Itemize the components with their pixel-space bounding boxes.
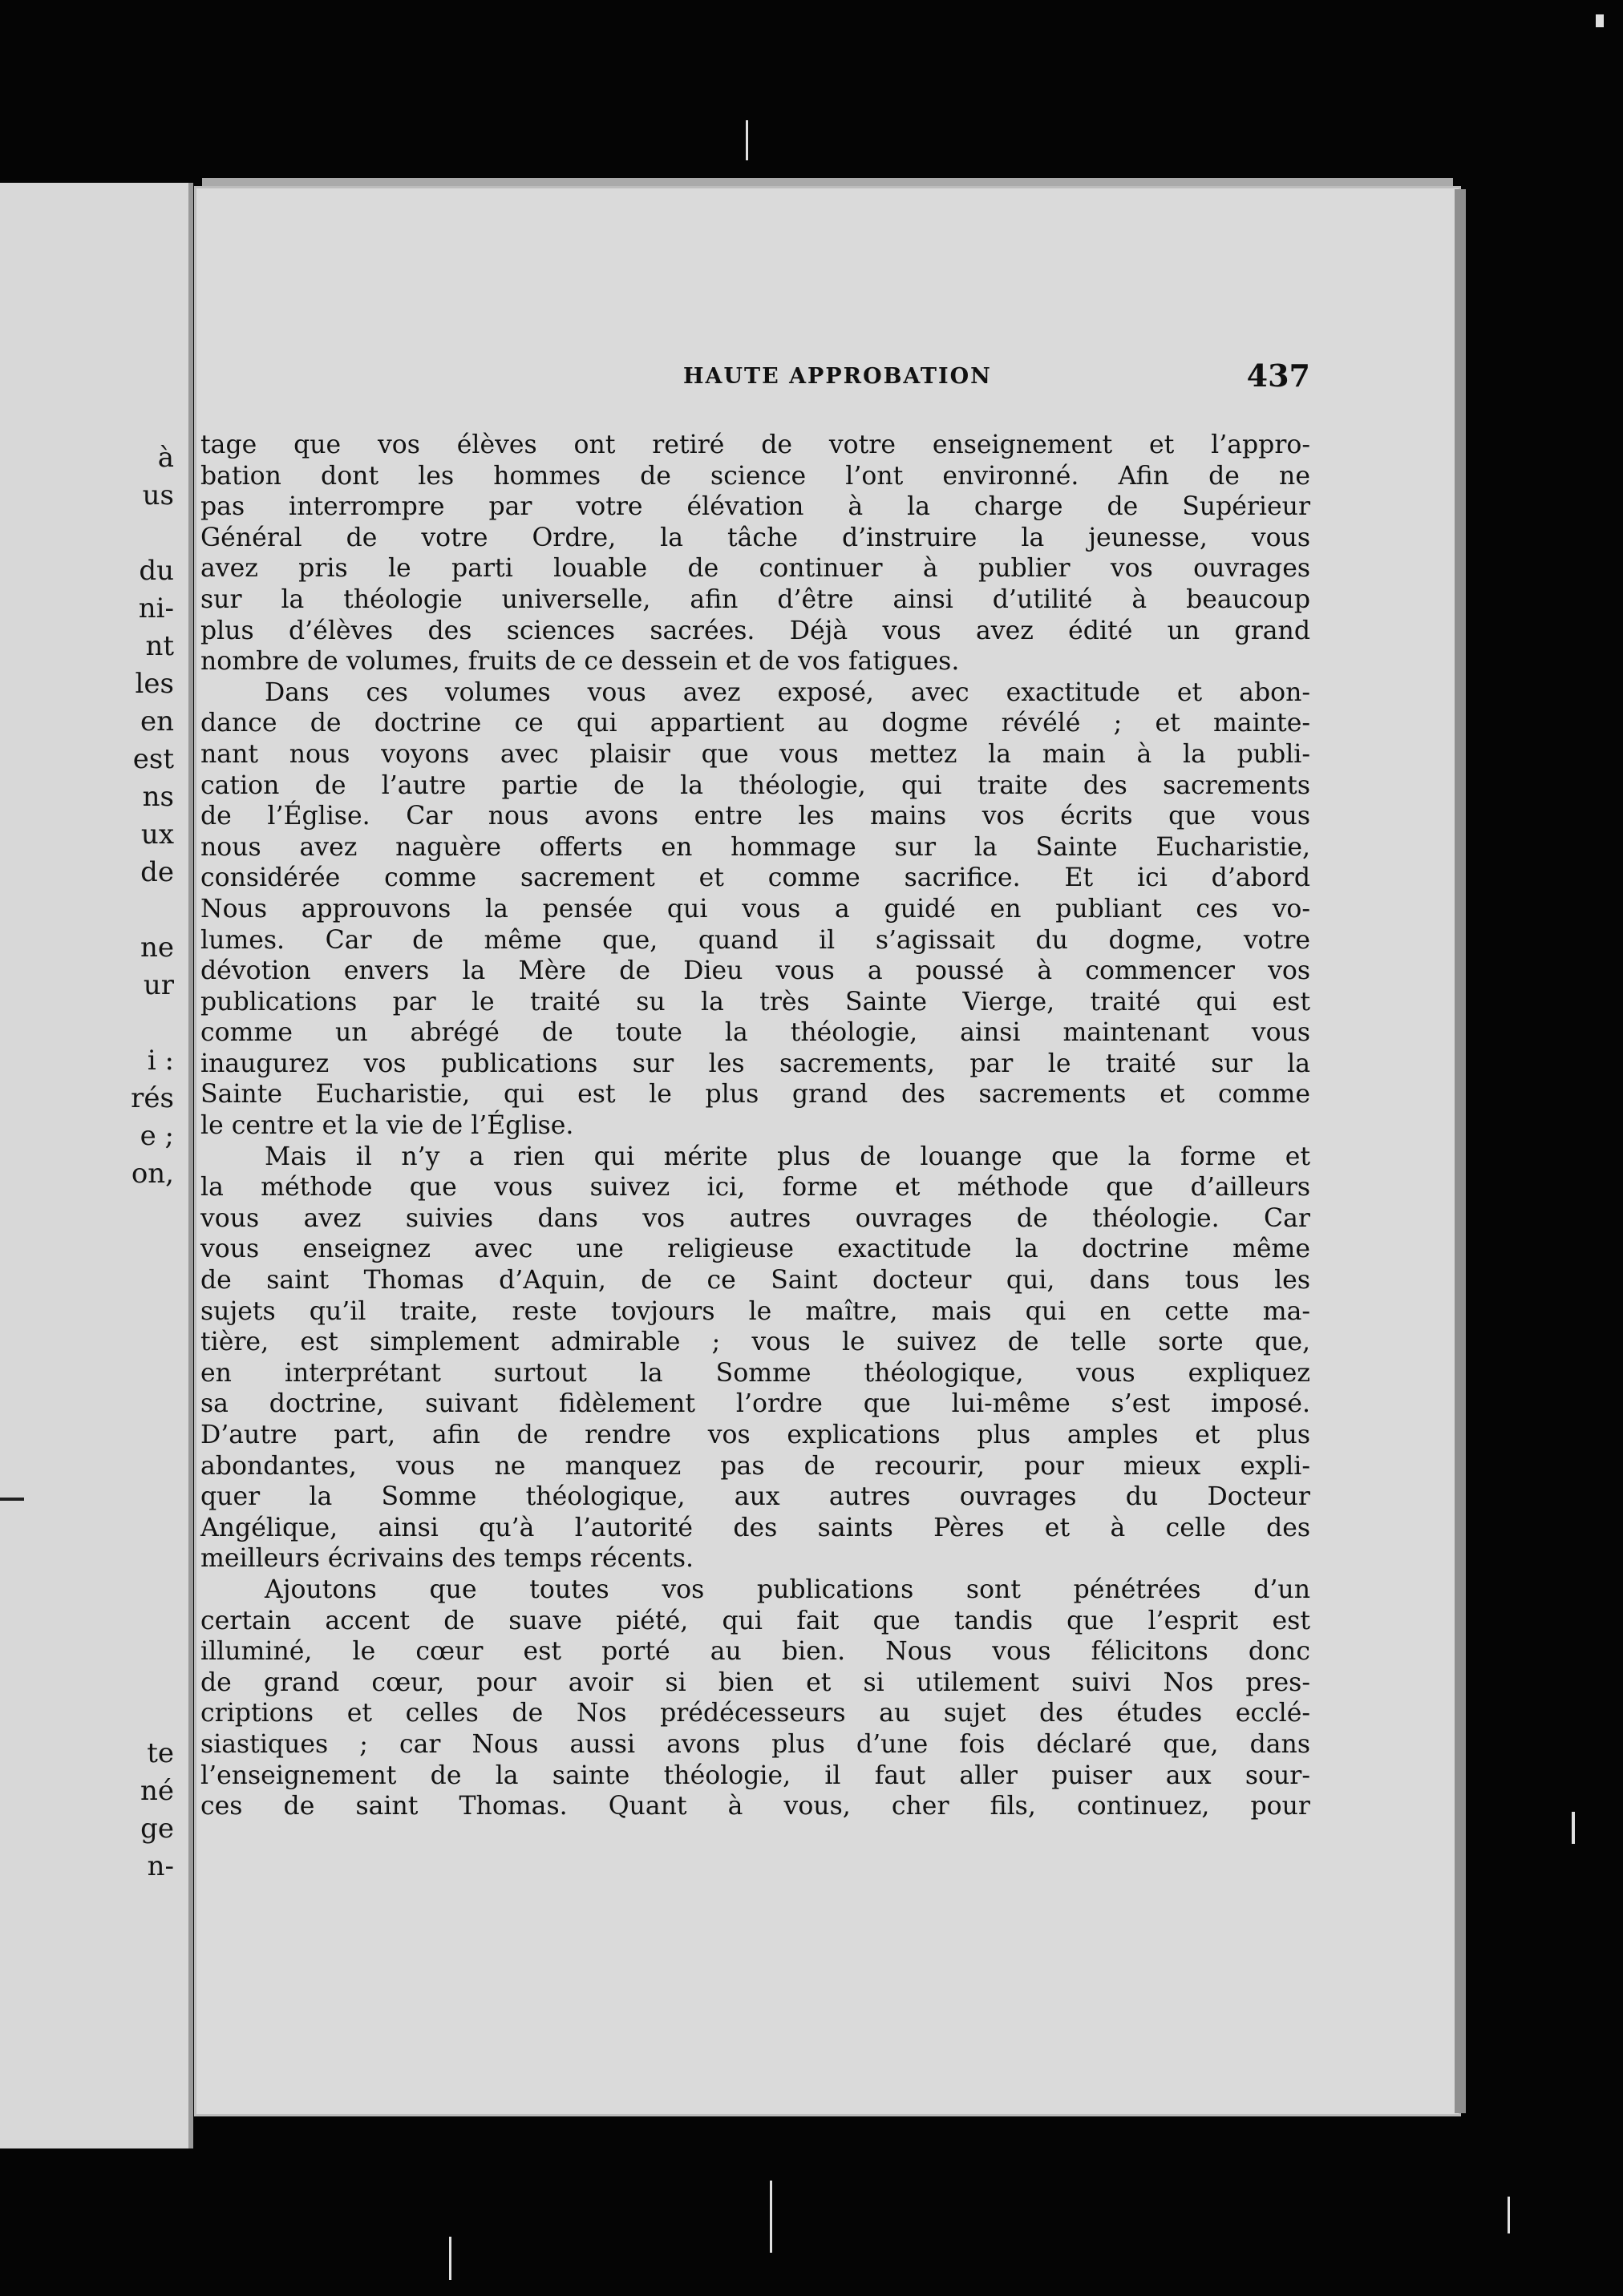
scan-speck xyxy=(449,2237,451,2280)
left-page-fragment: né xyxy=(140,1775,174,1807)
text-line: Sainte Eucharistie, qui est le plus grand des sacrements et comme xyxy=(200,1080,1310,1110)
paragraph xyxy=(200,677,1310,1142)
text-line: Nous approuvons la pensée qui vous a guidé en publiant ces vo- xyxy=(200,894,1310,924)
left-page-fragment: rés xyxy=(131,1082,174,1114)
left-page-fragment: on, xyxy=(131,1158,174,1190)
text-line: nous avez naguère offerts en hommage sur la Sainte Eucharistie, xyxy=(200,832,1310,862)
text-line: sa doctrine, suivant fidèlement l’ordre que lui-même s’est imposé. xyxy=(200,1389,1310,1419)
scan-speck xyxy=(1508,2197,1510,2233)
text-line: inaugurez vos publications sur les sacrements, par le traité sur la xyxy=(200,1049,1310,1078)
text-line: nombre de volumes, fruits de ce dessein et de vos fatigues. xyxy=(200,647,960,677)
left-page-fragment: nt xyxy=(145,630,174,662)
paragraph xyxy=(200,1574,1310,1822)
text-line: le centre et la vie de l’Église. xyxy=(200,1111,574,1141)
left-page-fragment: n- xyxy=(147,1850,174,1882)
left-page-fragment xyxy=(131,891,174,929)
running-title: HAUTE APPROBATION xyxy=(683,364,992,389)
text-line: illuminé, le cœur est porté au bien. Nous vous félicitons donc xyxy=(200,1637,1310,1667)
text-line: tière, est simplement admirable ; vous le suivez de telle sorte que, xyxy=(200,1328,1310,1357)
left-page-fragments xyxy=(131,439,174,1193)
text-line: de l’Église. Car nous avons entre les mains vos écrits que vous xyxy=(200,802,1310,831)
text-line: l’enseignement de la sainte théologie, il faut aller puiser aux sour- xyxy=(200,1760,1310,1790)
left-page-fragment xyxy=(131,515,174,552)
text-line: meilleurs écrivains des temps récents. xyxy=(200,1544,694,1574)
page-header xyxy=(200,358,1310,398)
left-page-fragment: de xyxy=(140,856,174,888)
text-line: la méthode que vous suivez ici, forme et méthode que d’ailleurs xyxy=(200,1173,1310,1203)
left-page-fragment: ne xyxy=(140,932,174,964)
left-page-edge xyxy=(0,183,193,2148)
text-line: Angélique, ainsi qu’à l’autorité des saints Pères et à celle des xyxy=(200,1513,1310,1542)
body-text xyxy=(200,430,1310,1822)
text-line: Dans ces volumes vous avez exposé, avec exactitude et abon- xyxy=(265,677,1310,707)
left-page-fragment: i : xyxy=(147,1045,174,1077)
text-line: D’autre part, afin de rendre vos explications plus amples et plus xyxy=(200,1421,1310,1449)
scan-speck xyxy=(770,2181,772,2253)
text-line: criptions et celles de Nos prédécesseurs au sujet des études ecclé- xyxy=(200,1699,1310,1728)
left-page-fragment: ns xyxy=(142,781,174,813)
text-line: en interprétant surtout la Somme théologique, vous expliquez xyxy=(200,1358,1310,1388)
left-page-fragment: us xyxy=(142,479,174,511)
text-line: avez pris le parti louable de continuer à publier vos ouvrages xyxy=(200,554,1310,584)
left-page-fragment: ur xyxy=(143,969,174,1001)
text-line: de saint Thomas d’Aquin, de ce Saint docteur qui, dans tous les xyxy=(200,1266,1310,1296)
left-page-fragment: est xyxy=(132,743,174,775)
page-number: 437 xyxy=(1246,358,1310,394)
text-line: publications par le traité su la très Sainte Vierge, traité qui est xyxy=(200,987,1310,1017)
page-right-edge xyxy=(1455,189,1466,2113)
text-line: bation dont les hommes de science l’ont environné. Afin de ne xyxy=(200,461,1310,491)
left-page-fragments-bottom xyxy=(140,1735,174,1886)
text-line: sur la théologie universelle, afin d’être ainsi d’utilité à beaucoup xyxy=(200,584,1310,614)
text-line: siastiques ; car Nous aussi avons plus d’une fois déclaré que, dans xyxy=(200,1729,1310,1759)
scan-speck xyxy=(1596,14,1604,27)
left-page-fragment: te xyxy=(147,1737,174,1769)
text-line: sujets qu’il traite, reste tovjours le maître, mais qui en cette ma- xyxy=(200,1296,1310,1326)
text-line: Ajoutons que toutes vos publications sont pénétrées d’un xyxy=(265,1574,1310,1604)
text-line: Mais il n’y a rien qui mérite plus de louange que la forme et xyxy=(265,1142,1310,1171)
left-page-fragment: e ; xyxy=(140,1120,174,1152)
text-line: abondantes, vous ne manquez pas de recourir, pour mieux expli- xyxy=(200,1451,1310,1481)
text-line: lumes. Car de même que, quand il s’agissait du dogme, votre xyxy=(200,925,1310,955)
scan-speck xyxy=(1572,1812,1575,1844)
text-line: ces de saint Thomas. Quant à vous, cher fils, continuez, pour xyxy=(200,1792,1310,1821)
text-line: Général de votre Ordre, la tâche d’instruire la jeunesse, vous xyxy=(200,523,1310,552)
text-line: considérée comme sacrement et comme sacrifice. Et ici d’abord xyxy=(200,863,1310,893)
text-line: vous avez suivies dans vos autres ouvrages de théologie. Car xyxy=(200,1203,1310,1233)
text-line: plus d’élèves des sciences sacrées. Déjà vous avez édité un grand xyxy=(200,616,1310,645)
text-line: pas interrompre par votre élévation à la charge de Supérieur xyxy=(200,492,1310,522)
text-line: comme un abrégé de toute la théologie, ainsi maintenant vous xyxy=(200,1018,1310,1048)
paragraph xyxy=(200,1142,1310,1574)
text-line: de grand cœur, pour avoir si bien et si utilement suivi Nos pres- xyxy=(200,1667,1310,1697)
text-line: certain accent de suave piété, qui fait que tandis que l’esprit est xyxy=(200,1606,1310,1635)
text-line: vous enseignez avec une religieuse exactitude la doctrine même xyxy=(200,1235,1310,1264)
left-page-fragment: du xyxy=(139,555,174,587)
scan-speck xyxy=(746,120,748,160)
left-page-fragment xyxy=(131,1004,174,1042)
text-line: tage que vos élèves ont retiré de votre enseignement et l’appro- xyxy=(200,430,1310,459)
left-page-fragment: à xyxy=(157,442,174,474)
text-line: dance de doctrine ce qui appartient au dogme révélé ; et mainte- xyxy=(200,709,1310,738)
paragraph xyxy=(200,430,1310,677)
text-line: quer la Somme théologique, aux autres ouvrages du Docteur xyxy=(200,1482,1310,1512)
left-page-fragment: les xyxy=(135,668,174,700)
left-page-fragment: en xyxy=(140,705,174,738)
text-line: dévotion envers la Mère de Dieu vous a poussé à commencer vos xyxy=(200,956,1310,986)
left-page-fragment: ge xyxy=(140,1813,174,1845)
left-page-rule xyxy=(0,1498,24,1501)
text-line: cation de l’autre partie de la théologie, qui traite des sacrements xyxy=(200,770,1310,800)
left-page-fragment: ux xyxy=(140,819,174,851)
left-page-fragment: ni- xyxy=(138,592,174,625)
text-line: nant nous voyons avec plaisir que vous mettez la main à la publi- xyxy=(200,739,1310,769)
